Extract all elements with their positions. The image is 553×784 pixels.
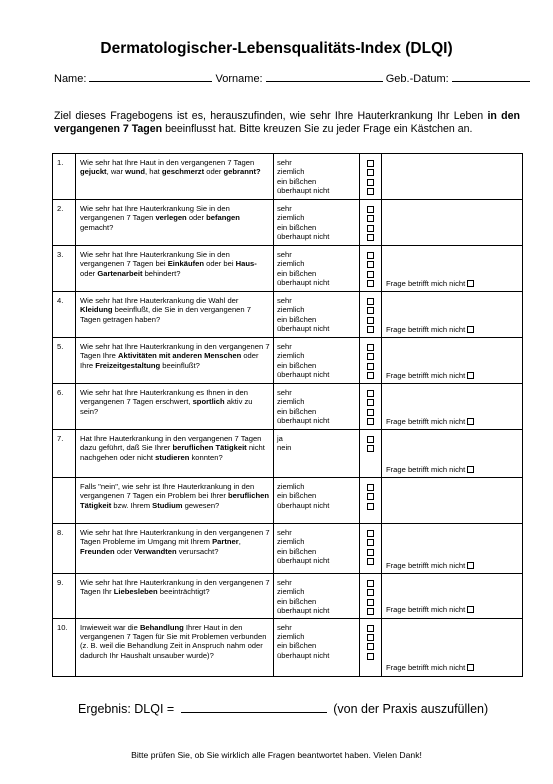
answer-label: überhaupt nicht — [277, 232, 330, 242]
not-applicable-label: Frage betrifft mich nicht — [386, 464, 466, 474]
not-applicable-checkbox[interactable] — [467, 466, 474, 473]
answer-label: ziemlich — [277, 587, 305, 597]
answer-checkbox[interactable] — [367, 298, 374, 305]
answer-checkboxes — [360, 292, 382, 338]
question-text-part: Inwieweit war die — [80, 622, 140, 632]
answer-options — [274, 338, 360, 384]
not-applicable-checkbox[interactable] — [467, 664, 474, 671]
result-line — [78, 700, 488, 716]
question-text — [76, 574, 274, 619]
answer-label: ziemlich — [277, 351, 305, 361]
answer-checkbox[interactable] — [367, 215, 374, 222]
answer-checkboxes — [360, 200, 382, 246]
result-note: (von der Praxis auszufüllen) — [333, 702, 489, 716]
not-applicable-label: Frage betrifft mich nicht — [386, 370, 466, 380]
answer-checkbox[interactable] — [367, 399, 374, 406]
question-number: 3. — [53, 246, 76, 292]
not-applicable-label: Frage betrifft mich nicht — [386, 560, 466, 570]
question-text-part: Wie sehr hat Ihre Hauterkrankung die Wahl der — [80, 296, 239, 305]
question-text — [76, 338, 274, 384]
answer-checkbox[interactable] — [367, 390, 374, 397]
question-text-part: beeinträchtigt? — [157, 587, 210, 597]
question-row — [53, 154, 523, 200]
question-text — [76, 154, 274, 200]
question-text-bold: Studium — [152, 500, 183, 510]
answer-checkbox[interactable] — [367, 372, 374, 379]
answer-checkbox[interactable] — [367, 608, 374, 615]
answer-label: sehr — [277, 578, 292, 587]
answer-checkbox[interactable] — [367, 353, 374, 360]
answer-label: sehr — [277, 342, 292, 351]
answer-label: ein bißchen — [277, 268, 317, 278]
intro-bold: in den vergangenen 7 Tagen — [54, 110, 520, 135]
answer-checkbox[interactable] — [367, 418, 374, 425]
answer-checkbox[interactable] — [367, 169, 374, 176]
geb-datum-label: Geb.-Datum: — [385, 73, 449, 85]
question-row — [53, 618, 523, 676]
answer-label: ziemlich — [277, 482, 305, 491]
answer-checkbox[interactable] — [367, 225, 374, 232]
not-applicable-cell — [382, 154, 523, 200]
not-applicable-cell — [382, 478, 523, 524]
answer-label: ein bißchen — [277, 360, 317, 370]
answer-checkbox[interactable] — [367, 625, 374, 632]
answer-checkboxes — [360, 618, 382, 676]
answer-checkbox[interactable] — [367, 445, 374, 452]
answer-label: überhaupt nicht — [277, 186, 330, 196]
question-number: 8. — [53, 524, 76, 574]
question-number: 5. — [53, 338, 76, 384]
answer-checkbox[interactable] — [367, 271, 374, 278]
name-label: Name: — [54, 73, 87, 85]
not-applicable-checkbox[interactable] — [467, 418, 474, 425]
question-text-part: Wie sehr hat Ihre Hauterkrankung Sie in den vergangenen 7 Tagen bei — [80, 250, 230, 269]
question-number: 7. — [53, 430, 76, 478]
question-text-bold: beruflichen Tätigkeit — [80, 491, 269, 510]
answer-label: überhaupt nicht — [277, 556, 330, 566]
question-text — [76, 384, 274, 430]
question-text-part: gewesen? — [182, 500, 220, 510]
question-text — [76, 618, 274, 676]
question-text-part: Falls "nein", wie sehr ist Ihre Hauterkrankung in den vergangenen 7 Tagen ein Problem bei Ihrer — [80, 482, 255, 501]
answer-checkboxes — [360, 574, 382, 619]
answer-label: ein bißchen — [277, 546, 317, 556]
not-applicable-cell — [382, 524, 523, 574]
not-applicable-label: Frage betrifft mich nicht — [386, 416, 466, 426]
answer-checkbox[interactable] — [367, 539, 374, 546]
answer-label: ziemlich — [277, 167, 305, 177]
answer-checkbox[interactable] — [367, 252, 374, 259]
personal-data-row — [54, 71, 530, 85]
question-text-part: verursacht? — [176, 546, 219, 556]
not-applicable-cell — [382, 384, 523, 430]
answer-checkbox[interactable] — [367, 206, 374, 213]
answer-checkbox[interactable] — [367, 363, 374, 370]
answer-checkbox[interactable] — [367, 503, 374, 510]
answer-options — [274, 384, 360, 430]
questionnaire-table — [52, 153, 523, 677]
question-text-part: oder bei — [203, 259, 236, 269]
answer-label: ja — [277, 434, 283, 443]
question-row — [53, 200, 523, 246]
question-text-bold: wund — [125, 167, 145, 177]
question-text — [76, 292, 274, 338]
question-text-part: oder — [80, 268, 98, 278]
geb-datum-field[interactable] — [452, 71, 530, 82]
answer-label: ziemlich — [277, 397, 305, 407]
question-number: 2. — [53, 200, 76, 246]
answer-options — [274, 154, 360, 200]
answer-options — [274, 618, 360, 676]
question-text-part: oder — [114, 546, 135, 556]
question-text-bold: Freizeitgestaltung — [95, 360, 161, 370]
question-number: 6. — [53, 384, 76, 430]
question-row — [53, 574, 523, 619]
question-text-part: behindert? — [142, 268, 181, 278]
question-row — [53, 384, 523, 430]
answer-label: sehr — [277, 388, 292, 397]
answer-label: überhaupt nicht — [277, 500, 330, 510]
answer-checkbox[interactable] — [367, 530, 374, 537]
answer-checkbox[interactable] — [367, 261, 374, 268]
question-row — [53, 478, 523, 524]
answer-label: sehr — [277, 204, 292, 213]
question-text-part: Wie sehr hat Ihre Haut in den vergangenen 7 Tagen — [80, 158, 255, 167]
question-text-bold: gejuckt — [80, 167, 107, 177]
question-text-bold: Behandlung — [139, 622, 184, 632]
question-text-bold: Verwandten — [134, 546, 177, 556]
question-text-bold: Einkäufen — [167, 259, 204, 269]
answer-checkbox[interactable] — [367, 160, 374, 167]
answer-label: überhaupt nicht — [277, 650, 330, 660]
answer-options — [274, 246, 360, 292]
answer-options — [274, 524, 360, 574]
vorname-field[interactable] — [266, 71, 383, 82]
answer-options — [274, 478, 360, 524]
answer-checkbox[interactable] — [367, 653, 374, 660]
question-number: 10. — [53, 618, 76, 676]
question-text-bold: Partner — [212, 537, 239, 547]
question-text-bold: Gartenarbeit — [97, 268, 143, 278]
answer-label: ein bißchen — [277, 406, 317, 416]
question-text-part: beeinflußt, die Sie in den vergangenen 7 Tagen getragen haben? — [80, 305, 251, 324]
answer-checkbox[interactable] — [367, 188, 374, 195]
question-text-part: oder — [186, 213, 207, 223]
question-row — [53, 338, 523, 384]
result-label: Ergebnis: DLQI = — [78, 702, 175, 716]
page-title: Dermatologischer-Lebensqualitäts-Index (DLQI) — [100, 40, 453, 57]
answer-label: sehr — [277, 296, 292, 305]
question-text-part: , — [238, 537, 241, 547]
not-applicable-cell — [382, 618, 523, 676]
answer-checkbox[interactable] — [367, 549, 374, 556]
answer-checkboxes — [360, 478, 382, 524]
question-text-part: Wie sehr hat Ihre Hauterkrankung es Ihnen in den vergangenen 7 Tagen erschwert, — [80, 388, 249, 407]
question-text-bold: verlegen — [155, 213, 187, 223]
question-row — [53, 524, 523, 574]
answer-label: sehr — [277, 528, 292, 537]
question-text-bold: Aktivitäten mit anderen Menschen — [118, 351, 242, 361]
answer-checkboxes — [360, 430, 382, 478]
footer-note: Bitte prüfen Sie, ob Sie wirklich alle Fragen beantwortet haben. Vielen Dank! — [131, 750, 422, 760]
question-text-bold: beruflichen Tätigkeit — [172, 443, 247, 453]
question-text-part: beeinflußt? — [160, 360, 200, 370]
answer-checkbox[interactable] — [367, 493, 374, 500]
not-applicable-label: Frage betrifft mich nicht — [386, 278, 466, 288]
answer-checkbox[interactable] — [367, 634, 374, 641]
answer-checkbox[interactable] — [367, 317, 374, 324]
answer-label: sehr — [277, 158, 292, 167]
question-text-part: Ihrer Haut in den vergangenen 7 Tagen für Sie mit Problemen verbunden (z. B. weil die Behandlung Zeit in Anspruch nahm oder dadurch Ihr Haushalt unsauber wurde)? — [80, 622, 267, 660]
question-text-part: , war — [106, 167, 126, 177]
answer-checkbox[interactable] — [367, 344, 374, 351]
question-text-part: konnten? — [189, 452, 223, 462]
answer-label: überhaupt nicht — [277, 416, 330, 426]
intro-text — [54, 110, 520, 136]
question-text-part: bzw. Ihrem — [111, 500, 153, 510]
question-number: 1. — [53, 154, 76, 200]
answer-checkbox[interactable] — [367, 436, 374, 443]
answer-checkbox[interactable] — [367, 643, 374, 650]
answer-checkbox[interactable] — [367, 599, 374, 606]
question-text — [76, 524, 274, 574]
not-applicable-cell — [382, 246, 523, 292]
not-applicable-cell — [382, 200, 523, 246]
question-text-part: Wie sehr hat Ihre Hauterkrankung in den vergangenen 7 Tagen Ihr — [80, 578, 270, 597]
answer-options — [274, 430, 360, 478]
answer-label: überhaupt nicht — [277, 370, 330, 380]
question-text-part: Hat Ihre Hauterkrankung in den vergangenen 7 Tagen dazu geführt, daß Sie Ihrer — [80, 434, 262, 453]
intro-part2: beeinflusst hat. Bitte kreuzen Sie zu jeder Frage ein Kästchen an. — [162, 123, 473, 135]
not-applicable-cell — [382, 430, 523, 478]
question-text-bold: Kleidung — [80, 305, 113, 315]
question-row — [53, 246, 523, 292]
answer-label: ziemlich — [277, 259, 305, 269]
result-field[interactable] — [181, 700, 327, 713]
answer-label: überhaupt nicht — [277, 606, 330, 616]
question-text-part: oder Ihre — [80, 351, 259, 370]
answer-label: ein bißchen — [277, 491, 317, 501]
answer-checkbox[interactable] — [367, 558, 374, 565]
intro-part1: Ziel dieses Fragebogens ist es, herauszufinden, wie sehr Ihre Hauterkrankung Ihr Leben — [54, 110, 488, 122]
question-text-part: Wie sehr hat Ihre Hauterkrankung in den vergangenen 7 Tagen Probleme im Umgang mit Ihrem — [80, 528, 270, 547]
question-text-part: Wie sehr hat Ihre Hauterkrankung in den vergangenen 7 Tagen Ihre — [80, 342, 270, 361]
answer-label: sehr — [277, 622, 292, 632]
answer-checkboxes — [360, 154, 382, 200]
answer-checkboxes — [360, 384, 382, 430]
answer-checkbox[interactable] — [367, 280, 374, 287]
question-text — [76, 200, 274, 246]
not-applicable-cell — [382, 574, 523, 619]
not-applicable-checkbox[interactable] — [467, 372, 474, 379]
question-text-bold: Freunden — [80, 546, 115, 556]
not-applicable-label: Frage betrifft mich nicht — [386, 324, 466, 334]
not-applicable-checkbox[interactable] — [467, 326, 474, 333]
name-field[interactable] — [89, 71, 212, 82]
answer-checkbox[interactable] — [367, 409, 374, 416]
not-applicable-checkbox[interactable] — [467, 606, 474, 613]
answer-label: sehr — [277, 250, 292, 259]
answer-label: ziemlich — [277, 631, 305, 641]
question-text-part: , hat — [145, 167, 162, 177]
question-text-part: Wie sehr hat Ihre Hauterkrankung Sie in den vergangenen 7 Tagen — [80, 204, 230, 223]
question-number: 4. — [53, 292, 76, 338]
question-row — [53, 430, 523, 478]
answer-label: ziemlich — [277, 213, 305, 223]
question-text-part: oder — [204, 167, 224, 177]
question-text — [76, 430, 274, 478]
vorname-label: Vorname: — [215, 73, 263, 85]
answer-options — [274, 574, 360, 619]
question-text-bold: Haus- — [235, 259, 257, 269]
question-text-bold: befangen — [206, 213, 240, 223]
question-text-bold: geschmerzt — [161, 167, 205, 177]
answer-checkbox[interactable] — [367, 179, 374, 186]
answer-checkbox[interactable] — [367, 580, 374, 587]
question-text-bold: gebrannt? — [223, 167, 261, 177]
question-text-part: aktiv zu sein? — [80, 397, 253, 416]
question-text-part: nicht nachgehen oder nicht — [80, 443, 265, 462]
answer-options — [274, 200, 360, 246]
question-number — [53, 478, 76, 524]
answer-label: ein bißchen — [277, 176, 317, 186]
answer-label: ein bißchen — [277, 314, 317, 324]
question-number: 9. — [53, 574, 76, 619]
answer-label: überhaupt nicht — [277, 278, 330, 288]
not-applicable-cell — [382, 292, 523, 338]
not-applicable-checkbox[interactable] — [467, 562, 474, 569]
answer-checkbox[interactable] — [367, 326, 374, 333]
answer-checkboxes — [360, 524, 382, 574]
answer-label: ein bißchen — [277, 641, 317, 651]
answer-label: ein bißchen — [277, 222, 317, 232]
question-text-bold: sportlich — [192, 397, 225, 407]
answer-checkboxes — [360, 338, 382, 384]
question-text — [76, 246, 274, 292]
answer-checkbox[interactable] — [367, 234, 374, 241]
not-applicable-checkbox[interactable] — [467, 280, 474, 287]
answer-label: ziemlich — [277, 305, 305, 315]
answer-label: überhaupt nicht — [277, 324, 330, 334]
answer-checkbox[interactable] — [367, 589, 374, 596]
answer-label: ziemlich — [277, 537, 305, 547]
answer-checkboxes — [360, 246, 382, 292]
question-row — [53, 292, 523, 338]
question-text-bold: studieren — [155, 452, 190, 462]
answer-options — [274, 292, 360, 338]
question-text — [76, 478, 274, 524]
answer-label: ein bißchen — [277, 596, 317, 606]
answer-checkbox[interactable] — [367, 484, 374, 491]
question-text-bold: Liebesleben — [113, 587, 158, 597]
not-applicable-cell — [382, 338, 523, 384]
answer-checkbox[interactable] — [367, 307, 374, 314]
question-text-part: gemacht? — [80, 222, 114, 232]
not-applicable-label: Frage betrifft mich nicht — [386, 663, 466, 673]
not-applicable-label: Frage betrifft mich nicht — [386, 605, 466, 615]
answer-label: nein — [277, 443, 292, 453]
